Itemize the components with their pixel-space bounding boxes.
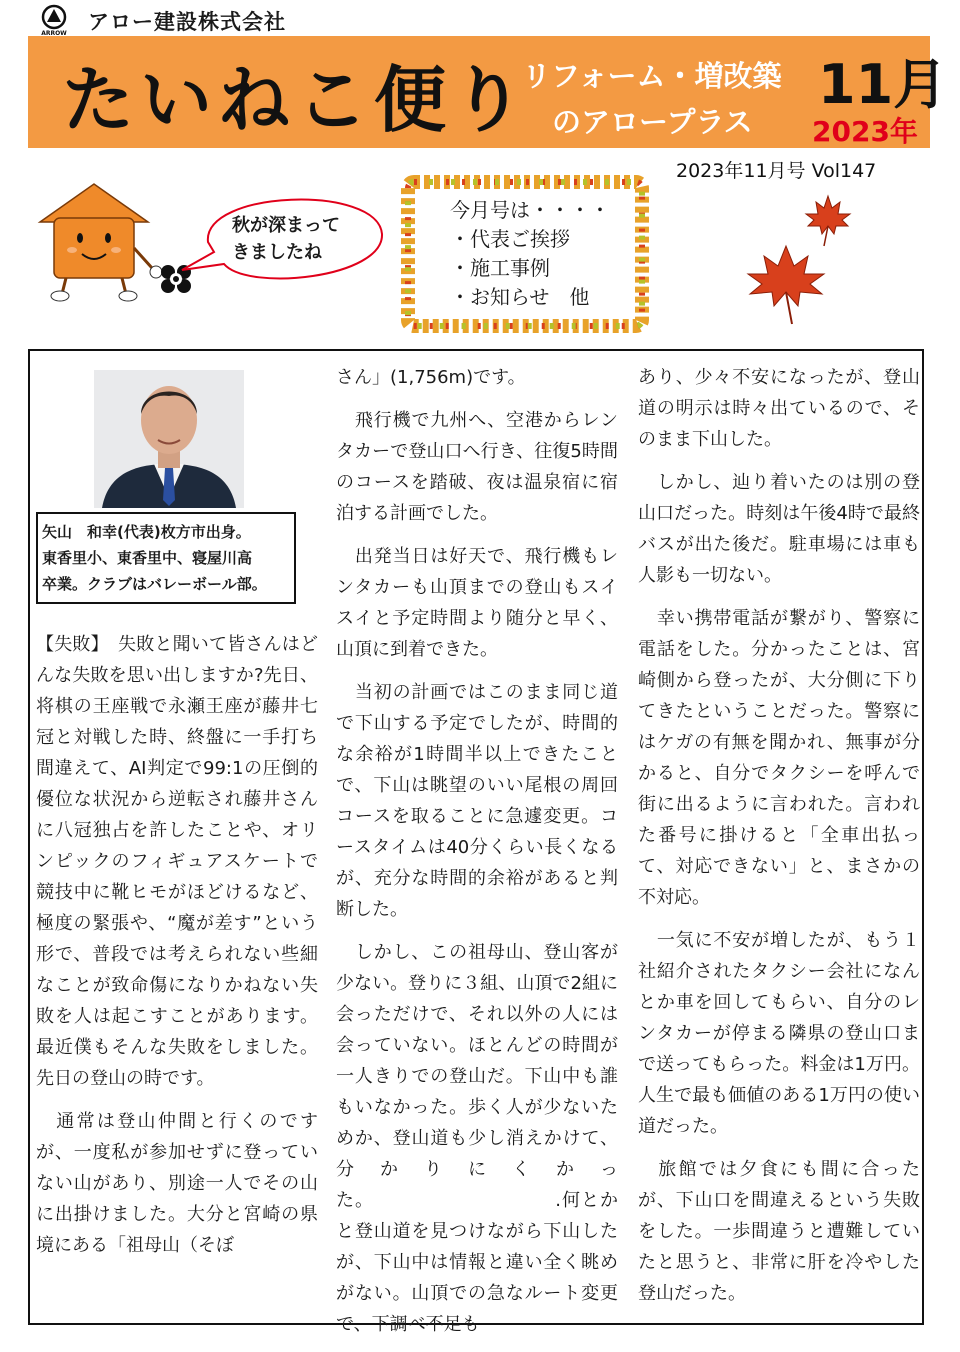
article-column-3 [638, 362, 920, 1321]
article-paragraph: しかし、この祖母山、登山客が少ない。登りに３組、山頂で2組に会っただけで、それ以外の人には会っていない。ほとんどの時間が一人きりでの登山だ。下山中も誰もいなかった。歩く人が少ないためか、登山道も少し消えかけて、分かりにくかった。 .何とかと登山道を見つけながら下山したが、下山中は情報と違い全く眺めがない。山頂での急なルート変更で、下調べ不足も [336, 942, 618, 1335]
issue-number: 2023年11月号 Vol147 [676, 160, 877, 182]
article-paragraph: あり、少々不安になったが、登山道の明示は時々出ているので、そのまま下山した。 [638, 367, 920, 450]
logo-label: ARROW [41, 30, 67, 36]
company-name: アロー建設株式会社 [88, 10, 286, 34]
banner-subtitle-1: リフォーム・増改築 [522, 59, 782, 93]
banner-month: 11月 [818, 53, 948, 116]
caption-line-3: 卒業。クラブはバレーボール部。 [42, 575, 267, 593]
speech-bubble-text [232, 212, 340, 266]
banner-subtitle-2: のアロープラス [552, 105, 753, 139]
banner-year: 2023年 [812, 115, 918, 148]
president-profile-caption [36, 512, 296, 604]
article-paragraph: 【失敗】 失敗と聞いて皆さんはどんな失敗を思い出しますか?先日、将棋の王座戦で永瀬王座が藤井七冠と対戦した時、終盤に一手打ち間違えて、AI判定で99:1の圧倒的優位な状況から逆転され藤井さんに八冠独占を許したことや、オリンピックのフィギュアスケートで競技中に靴ヒモがほどけるなど、極度の緊張や、“魔が差す”という形で、普段では考えられない些細なことが致命傷になりかねない失敗を人は起こすことがあります。最近僕もそんな失敗をしました。先日の登山の時です。 [36, 634, 318, 1089]
article-paragraph: 飛行機で九州へ、空港からレンタカーで登山口へ行き、往復5時間のコースを踏破、夜は温泉宿に宿泊する計画でした。 [336, 410, 618, 524]
contents-item: ・代表ご挨拶 [450, 227, 570, 251]
article-column-2 [336, 362, 618, 1352]
article-paragraph: しかし、辿り着いたのは別の登山口だった。時刻は午後4時で最終バスが出た後だ。駐車場には車も人影も一切ない。 [638, 472, 920, 586]
contents-item: ・お知らせ 他 [450, 285, 590, 309]
maple-leaves-icon [738, 186, 856, 328]
arrow-logo [36, 4, 72, 36]
article-paragraph: 幸い携帯電話が繋がり、警察に電話をした。分かったことは、宮崎側から登ったが、大分側に下りてきたということだった。警察にはケガの有無を聞かれ、無事が分かると、自分でタクシーを呼んで街に出るように言われた。言われた番号に掛けると「全車出払って、対応できない」と、まさかの不対応。 [638, 608, 920, 908]
article-paragraph: 一気に不安が増したが、もう１社紹介されたタクシー会社になんとか車を回してもらい、自分のレンタカーが停まる隣県の登山口まで送ってもらった。料金は1万円。人生で最も価値のある1万円の使い道だった。 [638, 930, 920, 1137]
article-column-1 [36, 629, 318, 1273]
contents-item: ・施工事例 [450, 256, 550, 280]
article-paragraph: さん」(1,756m)です。 [336, 367, 526, 388]
contents-heading: 今月号は・・・・ [450, 198, 610, 222]
issue-contents [450, 196, 610, 312]
caption-line-2: 東香里小、東香里中、寝屋川高 [42, 549, 253, 567]
bubble-line-1: 秋が深まって [232, 215, 340, 236]
bubble-line-2: きましたね [232, 242, 322, 263]
article-paragraph: 旅館では夕食にも間に合ったが、下山口を間違えるという失敗をした。一歩間違うと遭難していたと思うと、非常に肝を冷やした登山だった。 [638, 1159, 920, 1304]
president-portrait [94, 370, 244, 508]
article-paragraph: 出発当日は好天で、飛行機もレンタカーも山頂までの登山もスイスイと予定時間より随分と早く、山頂に到着できた。 [336, 546, 618, 660]
newsletter-title: たいねこ便り [62, 57, 531, 142]
article-paragraph: 当初の計画ではこのまま同じ道で下山する予定でしたが、時間的な余裕が1時間半以上できたことで、下山は眺望のいい尾根の周回コースを取ることに急遽変更。コースタイムは40分くらい長くなるが、充分な時間的余裕があると判断した。 [336, 682, 618, 920]
caption-line-1: 矢山 和幸(代表)枚方市出身。 [42, 523, 251, 541]
article-paragraph: 通常は登山仲間と行くのですが、一度私が参加せずに登っていない山があり、別途一人でその山に出掛けました。大分と宮崎の県境にある「祖母山（そぼ [36, 1111, 318, 1256]
